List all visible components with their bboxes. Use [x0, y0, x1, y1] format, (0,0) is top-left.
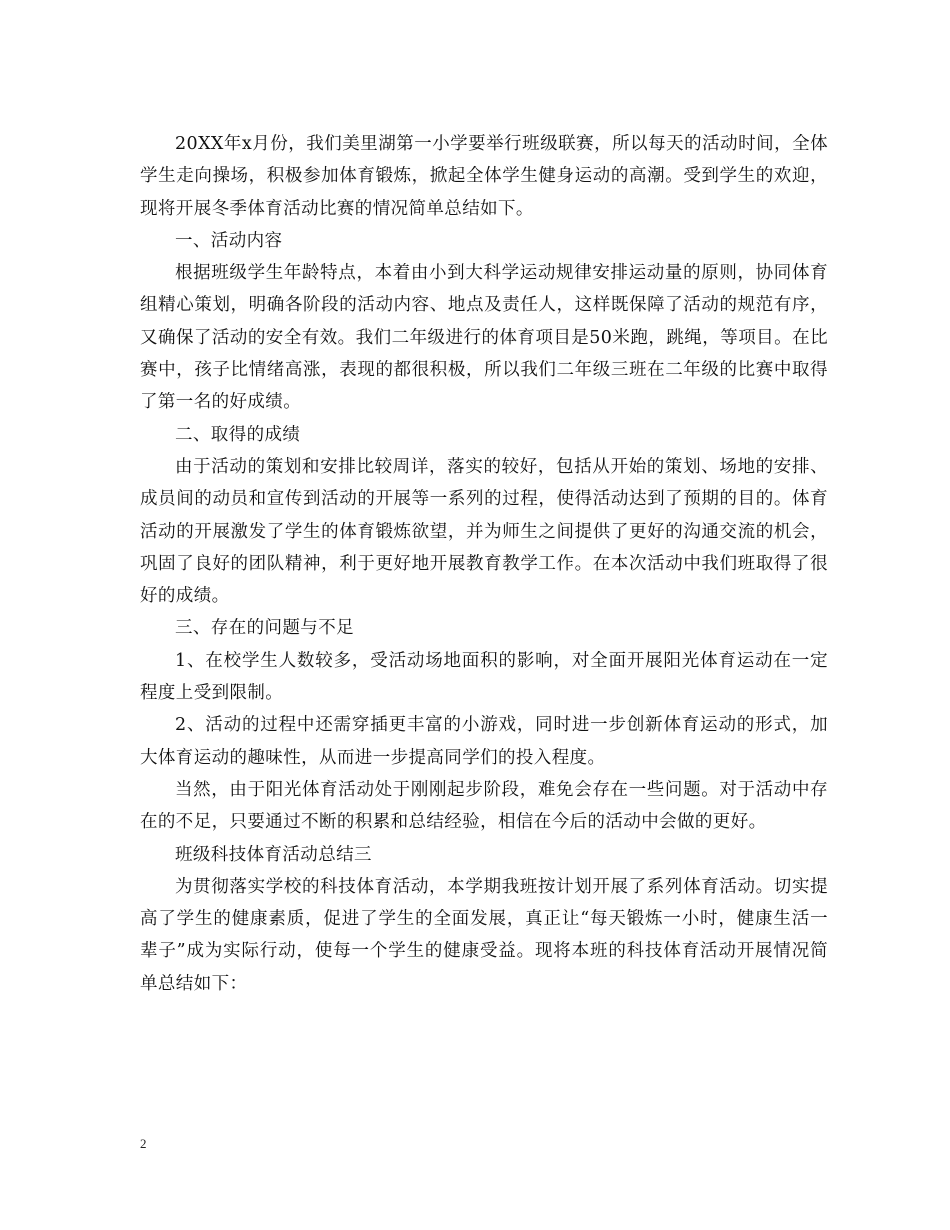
intro-paragraph: 20XX年x月份，我们美里湖第一小学要举行班级联赛，所以每天的活动时间，全体学生走向操场，积极参加体育锻炼，掀起全体学生健身运动的高潮。受到学生的欢迎，现将开展冬季体育活动比赛的情况简单总结如下。 — [140, 134, 828, 219]
problem-item-1: 1、在校学生人数较多，受活动场地面积的影响，对全面开展阳光体育运动在一定程度上受到限制。 — [140, 650, 828, 704]
achievements-paragraph: 由于活动的策划和安排比较周详，落实的较好，包括从开始的策划、场地的安排、成员间的动员和宣传到活动的开展等一系列的过程，使得活动达到了预期的目的。体育活动的开展激发了学生的体育锻炼欲望，并为师生之间提供了更好的沟通交流的机会，巩固了良好的团队精神，利于更好地开展教育教学工作。在本次活动中我们班取得了很好的成绩。 — [140, 456, 828, 607]
page-number: 2 — [140, 1136, 147, 1151]
section-heading-achievements: 二、取得的成绩 — [175, 424, 301, 445]
summary-three-title: 班级科技体育活动总结三 — [175, 844, 372, 865]
closing-paragraph: 当然，由于阳光体育活动处于刚刚起步阶段，难免会存在一些问题。对于活动中存在的不足，只要通过不断的积累和总结经验，相信在今后的活动中会做的更好。 — [140, 779, 828, 833]
summary-three-paragraph: 为贯彻落实学校的科技体育活动，本学期我班按计划开展了系列体育活动。切实提高了学生的健康素质，促进了学生的全面发展，真正让“每天锻炼一小时，健康生活一辈子”成为实际行动，使每一个学生的健康受益。现将本班的科技体育活动开展情况简单总结如下： — [140, 876, 828, 994]
section-heading-activity-content: 一、活动内容 — [175, 230, 283, 251]
section-heading-problems: 三、存在的问题与不足 — [175, 618, 354, 639]
document-body — [140, 128, 828, 1000]
activity-content-paragraph: 根据班级学生年龄特点，本着由小到大科学运动规律安排运动量的原则，协同体育组精心策划，明确各阶段的活动内容、地点及责任人，这样既保障了活动的规范有序，又确保了活动的安全有效。我们二年级进行的体育项目是50米跑，跳绳，等项目。在比赛中，孩子比情绪高涨，表现的都很积极，所以我们二年级三班在二年级的比赛中取得了第一名的好成绩。 — [140, 263, 828, 413]
problem-item-2: 2、活动的过程中还需穿插更丰富的小游戏，同时进一步创新体育运动的形式，加大体育运动的趣味性，从而进一步提高同学们的投入程度。 — [140, 715, 828, 768]
